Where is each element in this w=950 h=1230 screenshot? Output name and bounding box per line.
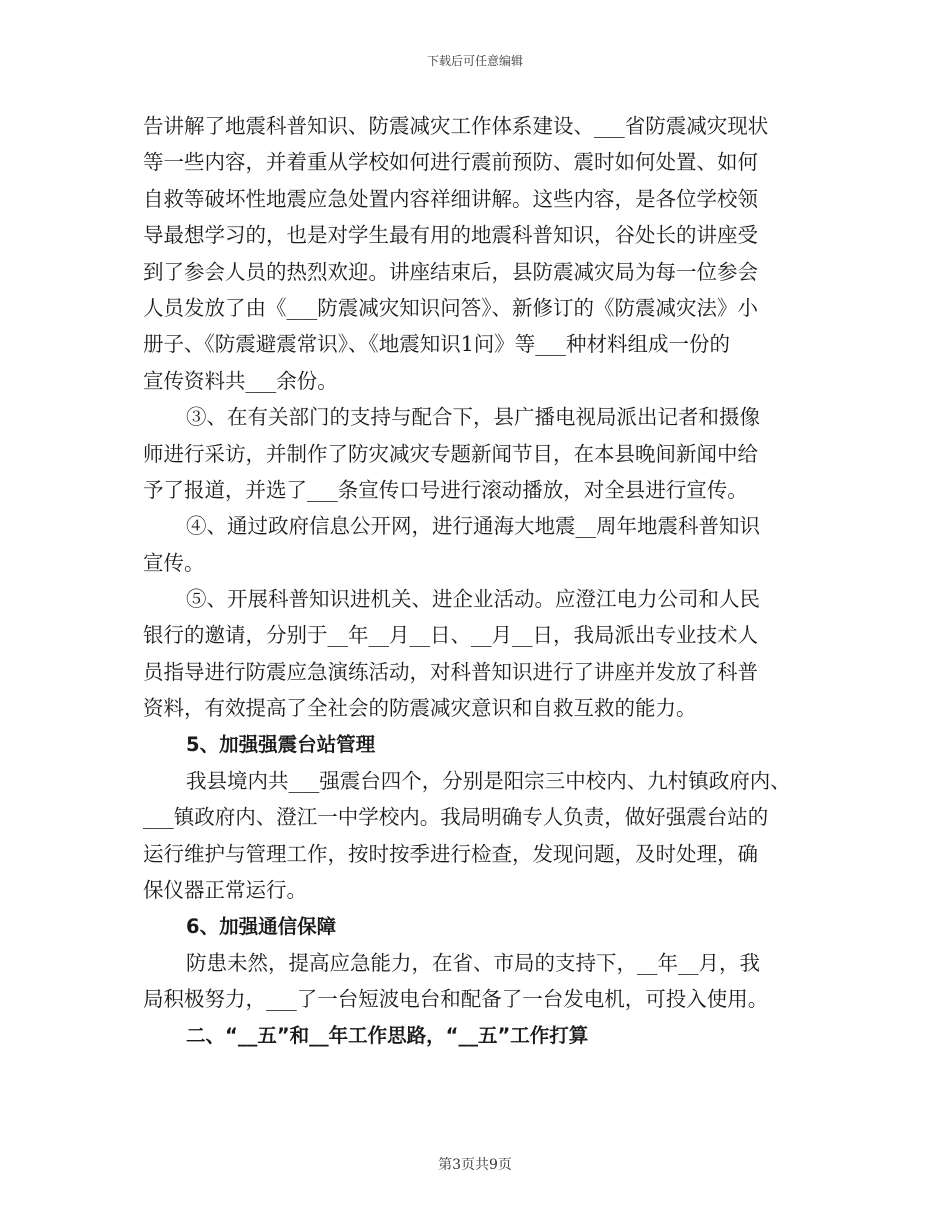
document-body: [143, 108, 813, 1054]
paragraph-line: 员指导进行防震应急演练活动，对科普知识进行了讲座并发放了科普: [143, 659, 758, 684]
paragraph-line: ④、通过政府信息公开网，进行通海大地震__周年地震科普知识: [186, 514, 760, 539]
paragraph-line: 我县境内共___强震台四个，分别是阳宗三中校内、九村镇政府内、: [186, 769, 791, 794]
paragraph-line: 资料，有效提高了全社会的防震减灾意识和自救互救的能力。: [143, 696, 697, 721]
paragraph-line: 自救等破坏性地震应急处置内容祥细讲解。这些内容，是各位学校领: [143, 186, 758, 211]
paragraph-line: 到了参会人员的热烈欢迎。讲座结束后，县防震减灾局为每一位参会: [143, 259, 758, 284]
paragraph-line: 运行维护与管理工作，按时按季进行检查，发现问题，及时处理，确: [143, 841, 758, 866]
section-heading: 二、“__五”和__年工作思路，“__五”工作打算: [186, 1023, 589, 1047]
paragraph-line: 导最想学习的，也是对学生最有用的地震科普知识，谷处长的讲座受: [143, 223, 758, 248]
section-heading: 5、加强强震台站管理: [186, 732, 376, 756]
paragraph-line: 等一些内容，并着重从学校如何进行震前预防、震时如何处置、如何: [143, 150, 758, 175]
paragraph-line: 师进行采访，并制作了防灾减灾专题新闻节目，在本县晚间新闻中给: [143, 441, 758, 466]
paragraph-line: ③、在有关部门的支持与配合下，县广播电视局派出记者和摄像: [186, 405, 760, 430]
paragraph-line: 银行的邀请，分别于__年__月__日、__月__日，我局派出专业技术人: [143, 623, 758, 648]
paragraph-line: 人员发放了由《___防震减灾知识问答》、新修订的《防震减灾法》小: [143, 295, 758, 320]
paragraph-line: 告讲解了地震科普知识、防震减灾工作体系建设、___省防震减灾现状: [143, 114, 769, 138]
page-footer: 第3页共9页: [438, 1157, 512, 1173]
paragraph-line: 宣传。: [143, 550, 205, 575]
page-header: 下载后可任意编辑: [426, 54, 523, 68]
paragraph-line: 册子、《防震避震常识》、《地震知识1问》等___种材料组成一份的: [143, 332, 731, 357]
paragraph-line: 防患未然，提高应急能力，在省、市局的支持下，__年__月，我: [186, 950, 760, 975]
section-heading: 6、加强通信保障: [186, 914, 337, 938]
paragraph-line: 宣传资料共___余份。: [143, 368, 338, 393]
paragraph-line: 局积极努力，___了一台短波电台和配备了一台发电机，可投入使用。: [143, 987, 769, 1012]
paragraph-line: ⑤、开展科普知识进机关、进企业活动。应澄江电力公司和人民: [186, 587, 760, 612]
paragraph-line: ___镇政府内、澄江一中学校内。我局明确专人负责，做好强震台站的: [143, 805, 769, 830]
paragraph-line: 保仪器正常运行。: [143, 878, 307, 903]
paragraph-line: 予了报道，并选了___条宣传口号进行滚动播放，对全县进行宣传。: [143, 477, 748, 502]
